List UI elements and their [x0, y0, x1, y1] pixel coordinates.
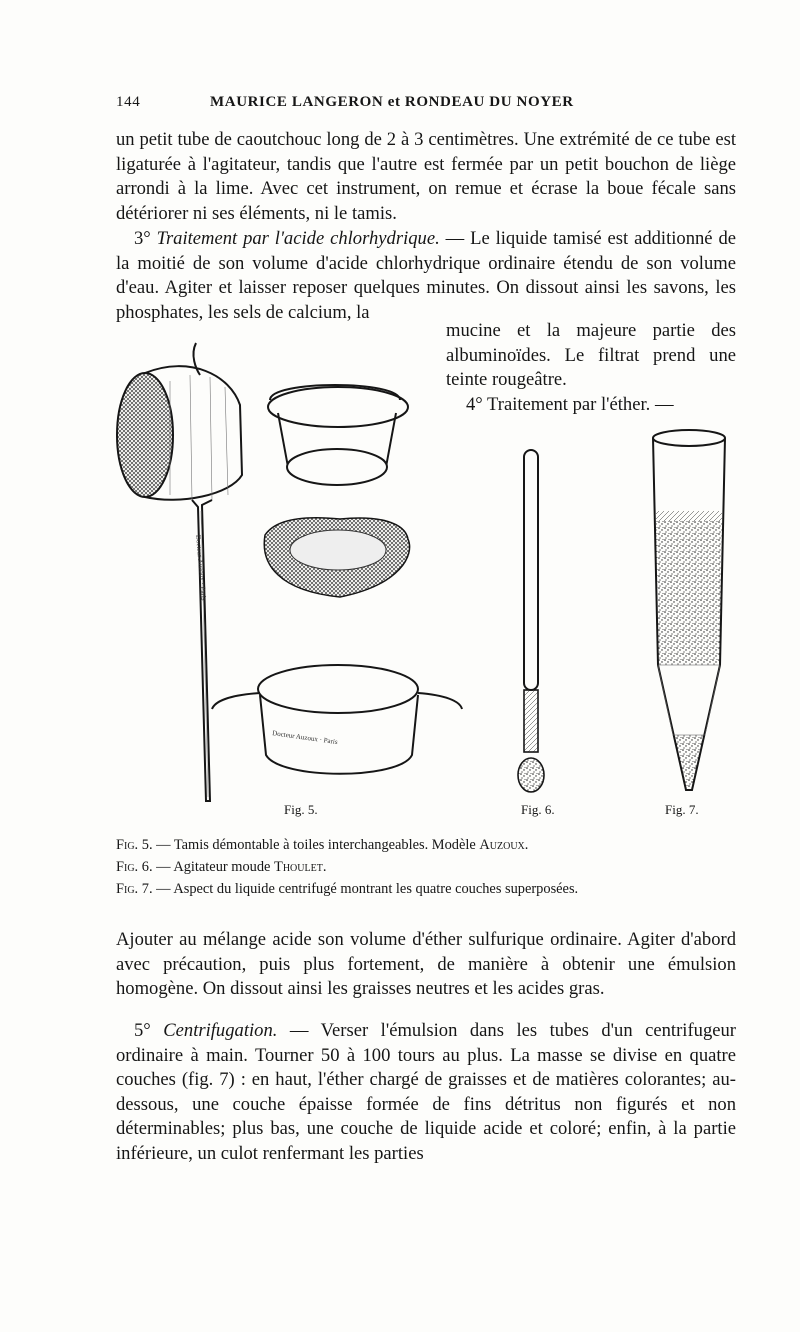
- step-dash-ether: —: [650, 394, 674, 415]
- step-text-centrifugation: — Verser l'émulsion dans les tubes d'un centrifugeur ordinaire à main. Tourner 50 à 100 tours au plus. La masse se divise en quatre couches (fig. 7) : en haut, l'éther chargé de graisses et de matières colorantes; au-dessous, une couche épaisse formée de fins détritus non figurés et non déterminables; plus bas, une couche de liquide acide et coloré; enfin, à la partie inférieure, un culot renfermant les parties: [116, 1020, 736, 1164]
- caption-fig5-prefix: Fig. 5.: [116, 837, 153, 853]
- figure-captions: [116, 834, 746, 900]
- caption-fig6-prefix: Fig. 6.: [116, 859, 153, 875]
- fig5-label: Fig. 5.: [284, 802, 318, 817]
- fig7-layer-liquid: [658, 665, 720, 735]
- caption-fig7-prefix: Fig. 7.: [116, 881, 153, 897]
- step-number-5: 5°: [134, 1020, 151, 1041]
- caption-fig6-text: — Agitateur moude: [152, 859, 275, 875]
- fig5-sieve-cloth: [264, 518, 409, 597]
- figures-illustration: [100, 335, 740, 805]
- fig6-label: Fig. 6.: [521, 802, 555, 817]
- fig7-layer-ether: [656, 511, 722, 521]
- step-number-4: 4°: [466, 394, 483, 415]
- running-title: MAURICE LANGERON et RONDEAU DU NOYER: [210, 94, 574, 110]
- step-number-3: 3°: [134, 228, 151, 249]
- caption-fig6-suffix: .: [322, 859, 327, 875]
- paragraph-1: un petit tube de caoutchouc long de 2 à 3 centimètres. Une extrémité de ce tube est ligaturée à l'agitateur, tandis que l'autre est fermée par un petit bouchon de liège arrondi à la lime. Avec cet instrument, on remue et écrase la boue fécale sans détériorer ni ses éléments, ni le tamis.: [116, 129, 736, 224]
- caption-fig6-name: Thoulet: [274, 859, 323, 875]
- fig7-centrifuge-tube: [653, 430, 725, 790]
- caption-fig5-name: Auzoux: [479, 837, 525, 853]
- fig7-layer-sediment: [673, 735, 705, 790]
- fig7-layer-detritus: [656, 521, 722, 665]
- caption-fig5-text: — Tamis démontable à toiles interchangeables. Modèle: [152, 837, 480, 853]
- fig5-engraved-maker-ladle: Docteur Auzoux · Paris: [194, 534, 208, 601]
- page-number: 144: [116, 94, 141, 110]
- fig7-label: Fig. 7.: [665, 802, 699, 817]
- fig5-sieve-ladle: [117, 343, 242, 801]
- paragraph-centrifugation: [116, 1019, 736, 1167]
- caption-fig6: [116, 856, 746, 878]
- step-title-ether: Traitement par l'éther.: [487, 394, 651, 415]
- paragraph-acid-continued: mucine et la majeure partie des albuminoïdes. Le filtrat prend une teinte rougeâtre.: [446, 320, 736, 391]
- caption-fig7-text: — Aspect du liquide centrifugé montrant les quatre couches superposées.: [152, 881, 579, 897]
- fig5-sieve-pan: [212, 665, 462, 774]
- fig5-engraved-maker-pan: Docteur Auzoux · Paris: [271, 729, 339, 747]
- paragraph-ether-text: Ajouter au mélange acide son volume d'éther sulfurique ordinaire. Agiter d'abord avec précaution, puis plus fortement, de manière à obtenir une émulsion homogène. On dissout ainsi les graisses neutres et les acides gras.: [116, 929, 736, 1000]
- paragraph-acid-treatment: [116, 227, 736, 325]
- caption-fig5-suffix: .: [524, 837, 529, 853]
- step-text-acid: — Le liquide tamisé est additionné de la moitié de son volume d'acide chlorhydrique ordinaire étendu de son volume d'eau. Agiter et laisser reposer quelques minutes. On dissout ainsi les savons, les phosphates, les sels de calcium, la: [116, 228, 736, 323]
- fig5-ring-frame: [268, 385, 408, 485]
- step-title-centrifugation: Centrifugation.: [163, 1020, 278, 1041]
- caption-fig7: [116, 878, 746, 900]
- caption-fig5: [116, 834, 746, 856]
- fig6-stirring-rod: [518, 450, 544, 792]
- step-title-acid: Traitement par l'acide chlorhydrique.: [156, 228, 440, 249]
